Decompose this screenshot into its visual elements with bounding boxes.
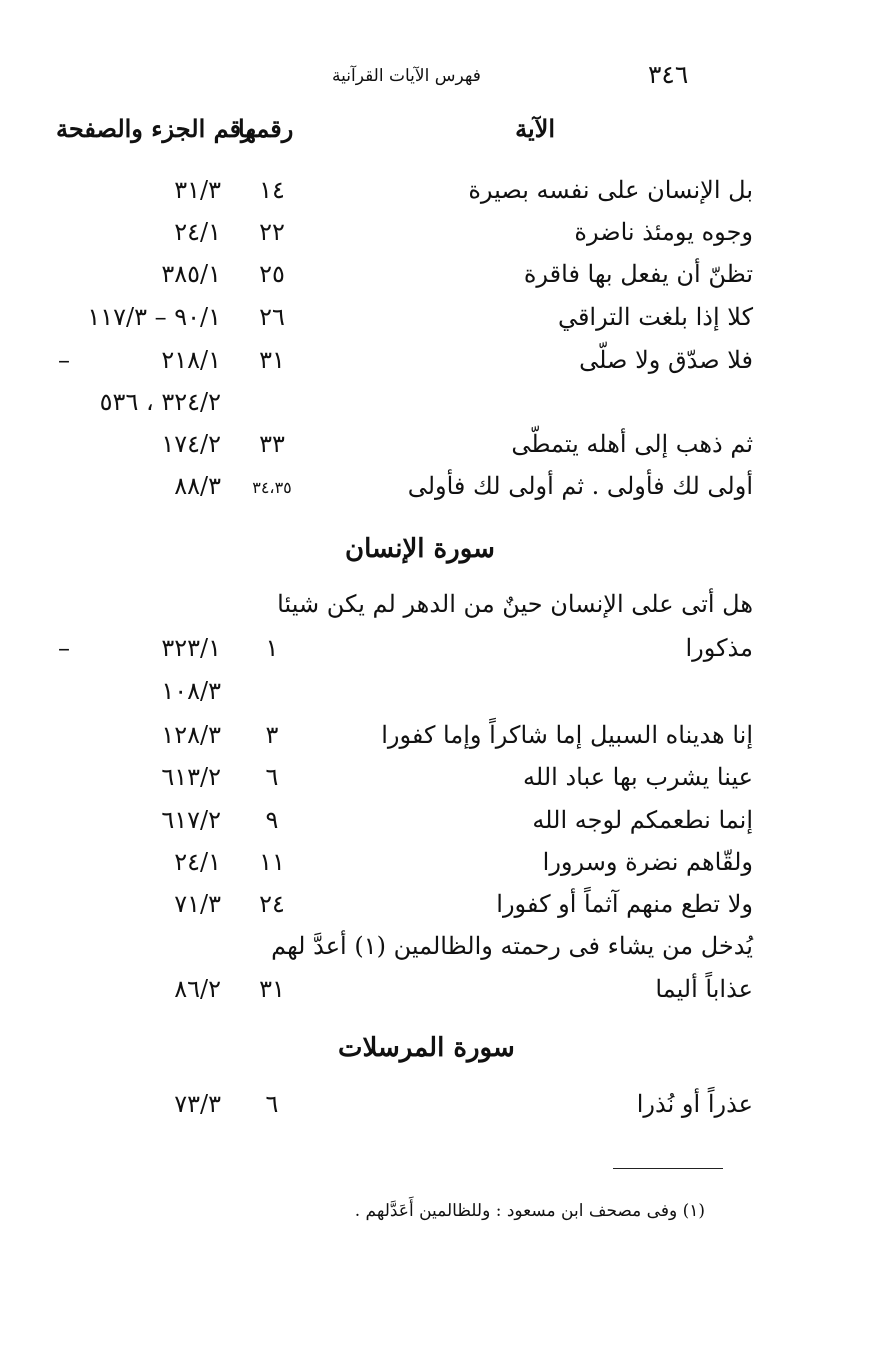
volume-page-reference: ٨٦/٢	[174, 975, 221, 1003]
verse-number: ٢٥	[259, 260, 285, 288]
index-row	[0, 806, 885, 846]
index-row	[0, 975, 885, 1015]
verse-text: ولا تطع منهم آثماً أو كفورا	[496, 890, 753, 918]
verse-text: ولقّاهم نضرة وسرورا	[542, 848, 753, 876]
volume-page-reference: ٩٠/١ – ١١٧/٣	[87, 303, 221, 331]
verse-text: هل أتى على الإنسان حينٌ من الدهر لم يكن شيئا	[277, 590, 753, 618]
verse-number: ٣٤،٣٥	[252, 478, 292, 497]
index-row	[0, 388, 885, 428]
index-row	[0, 590, 885, 630]
volume-page-reference: ١٧٤/٢	[161, 430, 221, 458]
verse-number: ٦	[265, 1090, 279, 1118]
verse-text: أولى لك فأولى . ثم أولى لك فأولى	[407, 472, 753, 500]
volume-page-reference: ١٢٨/٣	[161, 721, 221, 749]
volume-page-reference: ٣٢٤/٢ ، ٥٣٦	[99, 388, 221, 416]
column-header-number: رقمها	[238, 114, 294, 143]
index-row	[0, 634, 885, 674]
index-row	[0, 303, 885, 343]
surah-heading-insan: سورة الإنسان	[345, 534, 495, 564]
verse-number: ٣٣	[259, 430, 285, 458]
verse-number: ٣١	[259, 975, 285, 1003]
index-row	[0, 890, 885, 930]
surah-heading-mursalat: سورة المرسلات	[338, 1033, 515, 1063]
verse-text: تظنّ أن يفعل بها فاقرة	[523, 260, 753, 288]
volume-page-reference: ٢١٨/١	[161, 346, 221, 374]
column-header-verse: الآية	[515, 114, 555, 143]
running-head: فهرس الآيات القرآنية	[332, 66, 481, 86]
verse-text: مذكورا	[685, 634, 753, 662]
index-row	[0, 677, 885, 717]
index-row	[0, 763, 885, 803]
verse-number: ٩	[265, 806, 279, 834]
index-row	[0, 932, 885, 972]
volume-page-reference: ٧٣/٣	[174, 1090, 221, 1118]
verse-text: يُدخل من يشاء فى رحمته والظالمين (١) أعدَّ لهم	[271, 932, 753, 960]
verse-text: وجوه يومئذ ناضرة	[574, 218, 753, 246]
verse-text: عذاباً أليما	[655, 975, 753, 1003]
volume-page-reference: ٣٨٥/١	[161, 260, 221, 288]
volume-page-reference: ٣٢٣/١	[161, 634, 221, 662]
volume-page-reference: ٧١/٣	[174, 890, 221, 918]
page-number: ٣٤٦	[648, 60, 689, 89]
volume-page-reference: ٦١٣/٢	[161, 763, 221, 791]
verse-number: ٣١	[259, 346, 285, 374]
index-row	[0, 721, 885, 761]
column-header-reference: رقم الجزء والصفحة	[56, 114, 253, 143]
verse-text: بل الإنسان على نفسه بصيرة	[468, 176, 753, 204]
verse-text: إنا هديناه السبيل إما شاكراً وإما كفورا	[381, 721, 753, 749]
index-row	[0, 848, 885, 888]
verse-text: إنما نطعمكم لوجه الله	[532, 806, 753, 834]
continuation-dash: –	[58, 346, 70, 374]
verse-number: ٢٢	[259, 218, 285, 246]
footnote: (١) وفى مصحف ابن مسعود : وللظالمين أَعَدَّلهم .	[354, 1201, 705, 1221]
verse-text: عذراً أو نُذرا	[636, 1090, 753, 1118]
index-row	[0, 176, 885, 216]
index-row	[0, 472, 885, 512]
index-row	[0, 430, 885, 470]
verse-number: ٢٦	[259, 303, 285, 331]
verse-text: فلا صدّق ولا صلّى	[579, 346, 753, 374]
volume-page-reference: ٢٤/١	[174, 848, 221, 876]
volume-page-reference: ٨٨/٣	[174, 472, 221, 500]
verse-number: ٢٤	[259, 890, 285, 918]
verse-number: ١	[265, 634, 279, 662]
index-row	[0, 260, 885, 300]
verse-number: ٦	[265, 763, 279, 791]
verse-number: ٣	[265, 721, 279, 749]
verse-number: ١١	[259, 848, 285, 876]
volume-page-reference: ٣١/٣	[174, 176, 221, 204]
continuation-dash: –	[58, 634, 70, 662]
index-row	[0, 1090, 885, 1130]
index-row	[0, 218, 885, 258]
verse-text: ثم ذهب إلى أهله يتمطّى	[511, 430, 753, 458]
volume-page-reference: ١٠٨/٣	[161, 677, 221, 705]
verse-text: عينا يشرب بها عباد الله	[523, 763, 753, 791]
volume-page-reference: ٢٤/١	[174, 218, 221, 246]
volume-page-reference: ٦١٧/٢	[161, 806, 221, 834]
footnote-separator	[613, 1168, 723, 1169]
verse-number: ١٤	[259, 176, 285, 204]
index-row	[0, 346, 885, 386]
verse-text: كلا إذا بلغت التراقي	[557, 303, 753, 331]
